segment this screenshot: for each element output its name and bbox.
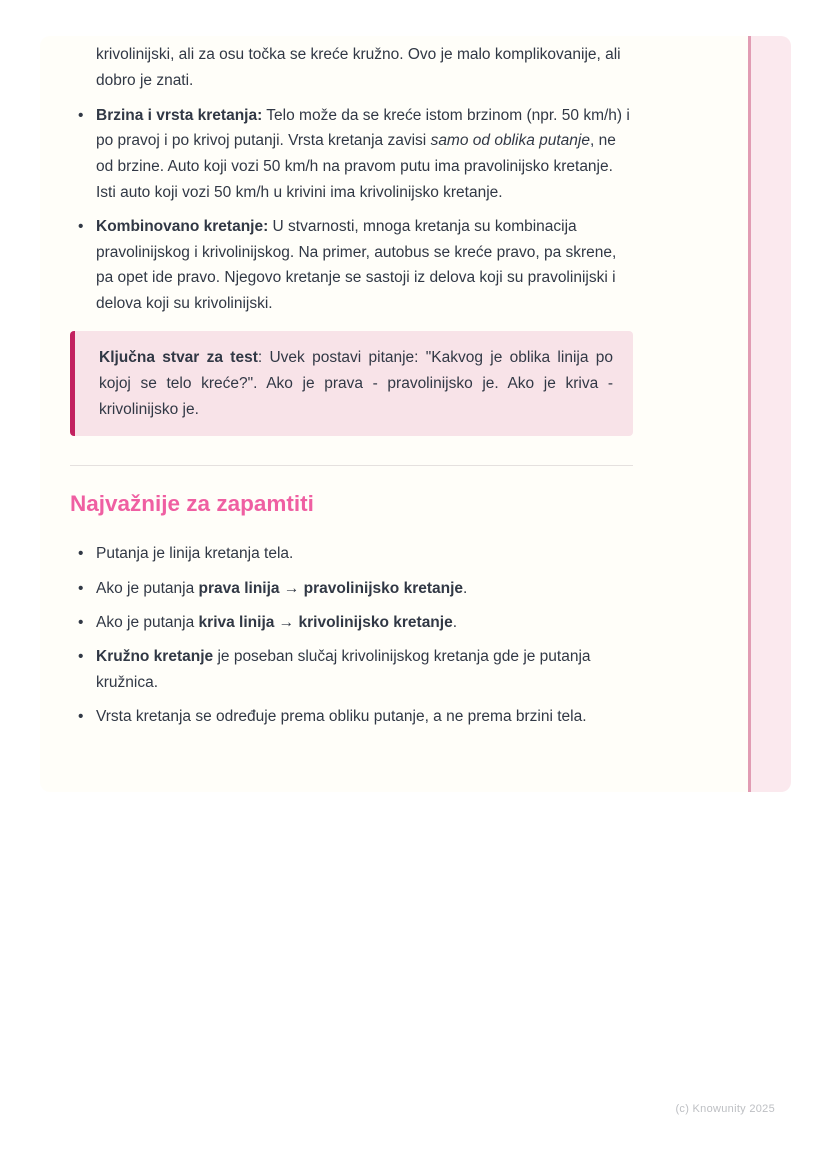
list-item-text [96,708,587,725]
list-item [70,610,633,636]
list-item [70,541,633,567]
list-item [70,103,633,206]
plain-text: U stvarnosti, mnoga kretanja su kombinacija pravolinijskog i krivolinijskog. Na primer, autobus se kreće pravo, pa skrene, pa opet ide pravo. Njegovo kretanje se sastoji iz delova koji su pravolinijski i delova koji su krivolinijski. [96,217,617,313]
list-item-text [96,107,630,201]
list-item-text [96,545,293,562]
list-item-text [96,580,467,597]
plain-text: . [452,613,458,631]
plain-text: Vrsta kretanja se određuje prema obliku putanje, a ne prema brzini tela. [96,708,587,726]
plain-text: Putanja je linija kretanja tela. [96,545,294,563]
plain-text: : Uvek postavi pitanje: "Kakvog je oblika linija po kojoj se telo kreće?". Ako je prava - pravolinijsko je. Ako je kriva - krivolinijsko je. [99,348,613,418]
bold-text: prava linija [198,579,280,597]
bold-text: pravolinijsko kretanje [303,579,464,597]
list-item [70,704,633,730]
plain-text: → [279,579,304,597]
plain-text: → [274,613,299,631]
bullet-icon: • [78,648,84,666]
bold-text: Brzina i vrsta kretanja: [96,106,263,124]
list-item [70,576,633,602]
list-item-text [96,614,457,631]
bullet-icon: • [78,545,84,563]
bold-text: krivolinijsko kretanje [298,613,453,631]
list-item [70,214,633,317]
summary-heading: Najvažnije za zapamtiti [70,491,314,517]
plain-text: Ako je putanja [96,579,199,597]
bold-text: kriva linija [198,613,275,631]
section-divider [70,465,633,466]
plain-text: je poseban slučaj krivolinijskog kretanja gde je putanja kružnica. [96,648,591,692]
side-accent-band [748,36,791,792]
bullet-icon: • [78,613,84,631]
callout-text [99,349,613,418]
bullet-icon: • [78,708,84,726]
bold-text: Ključna stvar za test [99,348,258,366]
copyright-footer: (c) Knowunity 2025 [675,1103,775,1115]
bold-text: Kružno kretanje [96,648,214,666]
document-content [70,36,633,739]
bullet-icon: • [78,106,84,124]
plain-text: , ne od brzine. Auto koji vozi 50 km/h na pravom putu ima pravolinijsko kretanje. Isti auto koji vozi 50 km/h u krivini ima krivolinijsko kretanje. [96,132,616,201]
key-test-callout [70,331,633,436]
plain-text: . [463,579,468,597]
list-item [70,644,633,696]
bullet-icon: • [78,217,84,235]
bullet-icon: • [78,579,84,597]
plain-text: Ako je putanja [96,613,199,631]
list-item-text [96,218,616,312]
bold-text: Kombinovano kretanje: [96,217,269,235]
list-item-text [96,648,591,691]
summary-list [70,541,633,730]
italic-text: samo od oblika putanje [430,132,590,150]
document-card [40,36,791,792]
continuation-paragraph: krivolinijski, ali za osu točka se kreće kružno. Ovo je malo komplikovanije, ali dobro je znati. [96,46,621,89]
motion-types-list [70,103,633,317]
plain-text: Telo može da se kreće istom brzinom (npr. 50 km/h) i po pravoj i po krivoj putanji. Vrsta kretanja zavisi [96,106,630,150]
